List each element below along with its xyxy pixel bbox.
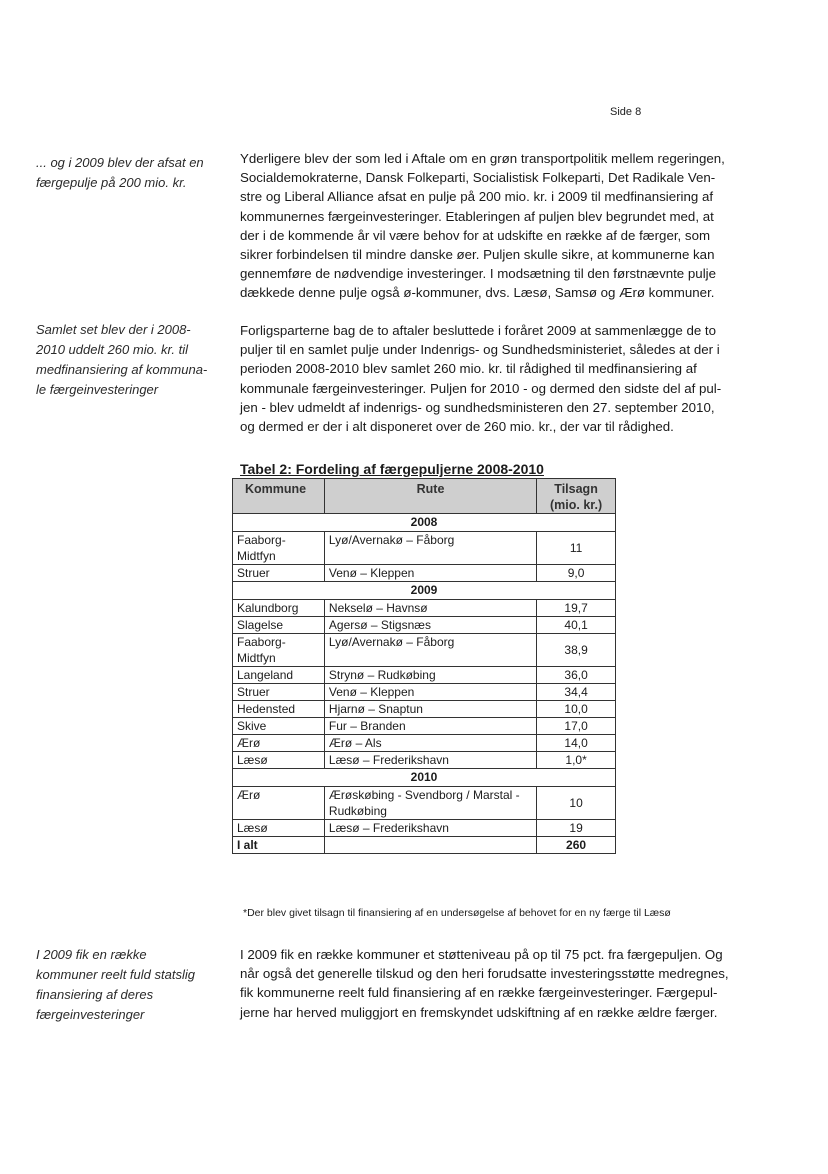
year-label: 2010 <box>233 769 616 787</box>
cell-tilsagn: 19,7 <box>537 600 616 617</box>
para-line: kommunale færgeinvesteringer. Puljen for 2010 - og dermed den sidste del af pul- <box>240 380 722 396</box>
note-line: le færgeinvesteringer <box>36 382 159 397</box>
para-line: sikrer forbindelsen til mindre danske øer. Puljen skulle sikre, at kommunerne kan <box>240 247 715 263</box>
table-row <box>233 600 616 617</box>
cell-kommune: Slagelse <box>233 617 325 634</box>
margin-note-3 <box>36 945 241 1025</box>
cell-tilsagn: 11 <box>537 532 616 565</box>
total-row <box>233 837 616 854</box>
cell-tilsagn: 19 <box>537 820 616 837</box>
cell-rute: Ærøskøbing - Svendborg / Marstal - Rudkøbing <box>324 787 536 820</box>
note-line: I 2009 fik en række <box>36 947 147 962</box>
rows-2008 <box>233 532 616 582</box>
cell-rute: Lyø/Avernakø – Fåborg <box>324 634 536 667</box>
note-line: 2010 uddelt 260 mio. kr. til <box>36 342 188 357</box>
table-row <box>233 735 616 752</box>
para-line: perioden 2008-2010 blev samlet 260 mio. kr. til rådighed til medfinansiering af <box>240 361 697 377</box>
header-kommune: Kommune <box>233 479 325 514</box>
year-row-2009 <box>233 582 616 600</box>
table-row <box>233 667 616 684</box>
paragraph-1 <box>240 149 765 303</box>
total-label: I alt <box>233 837 325 854</box>
cell-tilsagn: 34,4 <box>537 684 616 701</box>
cell-tilsagn: 38,9 <box>537 634 616 667</box>
cell-rute: Strynø – Rudkøbing <box>324 667 536 684</box>
para-line: Yderligere blev der som led i Aftale om en grøn transportpolitik mellem regeringen, <box>240 151 725 166</box>
table-row <box>233 718 616 735</box>
margin-note-1 <box>36 153 241 193</box>
cell-kommune: Struer <box>233 565 325 582</box>
cell-rute: Venø – Kleppen <box>324 565 536 582</box>
cell-rute: Agersø – Stigsnæs <box>324 617 536 634</box>
para-line: kommunernes færgeinvesteringer. Etableringen af puljen blev begrundet med, at <box>240 208 714 224</box>
para-line: der i de kommende år vil være behov for at udskifte en række af de færger, som <box>240 227 711 243</box>
note-line: medfinansiering af kommuna- <box>36 362 208 377</box>
cell-rute: Læsø – Frederikshavn <box>324 820 536 837</box>
para-line: puljer til en samlet pulje under Indenrigs- og Sundhedsministeriet, således at der i <box>240 342 720 358</box>
year-label: 2009 <box>233 582 616 600</box>
year-row-2008 <box>233 514 616 532</box>
cell-kommune: Ærø <box>233 787 325 820</box>
table-row <box>233 752 616 769</box>
table-row <box>233 617 616 634</box>
para-line: I 2009 fik en række kommuner et støtteniveau på op til 75 pct. fra færgepuljen. Og <box>240 947 723 962</box>
table-row <box>233 634 616 667</box>
table-title: Tabel 2: Fordeling af færgepuljerne 2008-2010 <box>240 461 544 477</box>
paragraph-2 <box>240 321 765 436</box>
total-value: 260 <box>537 837 616 854</box>
margin-note-2 <box>36 320 241 400</box>
table-row <box>233 820 616 837</box>
cell-rute: Venø – Kleppen <box>324 684 536 701</box>
note-line: Samlet set blev der i 2008- <box>36 322 191 337</box>
table-row <box>233 684 616 701</box>
cell-tilsagn: 1,0* <box>537 752 616 769</box>
cell-kommune: Ærø <box>233 735 325 752</box>
cell-kommune: Struer <box>233 684 325 701</box>
cell-rute: Fur – Branden <box>324 718 536 735</box>
cell-kommune: Skive <box>233 718 325 735</box>
rows-2009 <box>233 600 616 769</box>
para-line: jen - blev udmeldt af indenrigs- og sundhedsministeren den 27. september 2010, <box>240 399 715 415</box>
para-line: fik kommunerne reelt fuld finansiering af en række færgeinvesteringer. Færgepul- <box>240 985 718 1001</box>
rows-2010 <box>233 787 616 837</box>
cell-rute: Nekselø – Havnsø <box>324 600 536 617</box>
header-rute: Rute <box>324 479 536 514</box>
cell-kommune: Langeland <box>233 667 325 684</box>
cell-tilsagn: 14,0 <box>537 735 616 752</box>
cell-tilsagn: 10 <box>537 787 616 820</box>
cell-kommune: Kalundborg <box>233 600 325 617</box>
note-line: ... og i 2009 blev der afsat en <box>36 155 204 170</box>
cell-tilsagn: 10,0 <box>537 701 616 718</box>
para-line: Forligsparterne bag de to aftaler besluttede i foråret 2009 at sammenlægge de to <box>240 323 717 338</box>
para-line: stre og Liberal Alliance afsat en pulje på 200 mio. kr. i 2009 til medfinansiering af <box>240 189 714 205</box>
paragraph-3 <box>240 945 765 1022</box>
year-label: 2008 <box>233 514 616 532</box>
table-row <box>233 565 616 582</box>
para-line: jerne har herved muliggjort en fremskyndet udskiftning af en række ældre færger. <box>240 1004 718 1020</box>
cell-rute: Hjarnø – Snaptun <box>324 701 536 718</box>
ferry-pool-table <box>232 478 616 854</box>
table-header-row <box>233 479 616 514</box>
total-empty <box>324 837 536 854</box>
para-line: dækkede denne pulje også ø-kommuner, dvs. Læsø, Samsø og Ærø kommuner. <box>240 285 715 301</box>
year-row-2010 <box>233 769 616 787</box>
cell-tilsagn: 17,0 <box>537 718 616 735</box>
para-line: når også det generelle tilskud og den heri forudsatte investeringsstøtte medregnes, <box>240 966 729 982</box>
cell-kommune: Faaborg-Midtfyn <box>233 634 325 667</box>
table-footnote: *Der blev givet tilsagn til finansiering af en undersøgelse af behovet for en ny færge til Læsø <box>243 907 671 919</box>
cell-kommune: Læsø <box>233 820 325 837</box>
cell-tilsagn: 36,0 <box>537 667 616 684</box>
table-row <box>233 787 616 820</box>
cell-kommune: Læsø <box>233 752 325 769</box>
para-line: gennemføre de nødvendige investeringer. I modsætning til den førstnævnte pulje <box>240 266 716 282</box>
table-row <box>233 532 616 565</box>
para-line: og dermed er der i alt disponeret over de 260 mio. kr., der var til rådighed. <box>240 419 674 435</box>
note-line: kommuner reelt fuld statslig <box>36 967 195 982</box>
cell-tilsagn: 9,0 <box>537 565 616 582</box>
cell-kommune: Hedensted <box>233 701 325 718</box>
table-row <box>233 701 616 718</box>
para-line: Socialdemokraterne, Dansk Folkeparti, Socialistisk Folkeparti, Det Radikale Ven- <box>240 170 716 186</box>
cell-rute: Ærø – Als <box>324 735 536 752</box>
cell-tilsagn: 40,1 <box>537 617 616 634</box>
note-line: finansiering af deres <box>36 987 154 1002</box>
page-number: Side 8 <box>610 106 642 118</box>
note-line: færgeinvesteringer <box>36 1007 145 1022</box>
cell-rute: Læsø – Frederikshavn <box>324 752 536 769</box>
cell-kommune: Faaborg-Midtfyn <box>233 532 325 565</box>
cell-rute: Lyø/Avernakø – Fåborg <box>324 532 536 565</box>
note-line: færgepulje på 200 mio. kr. <box>36 175 187 190</box>
header-tilsagn: Tilsagn (mio. kr.) <box>537 479 616 514</box>
